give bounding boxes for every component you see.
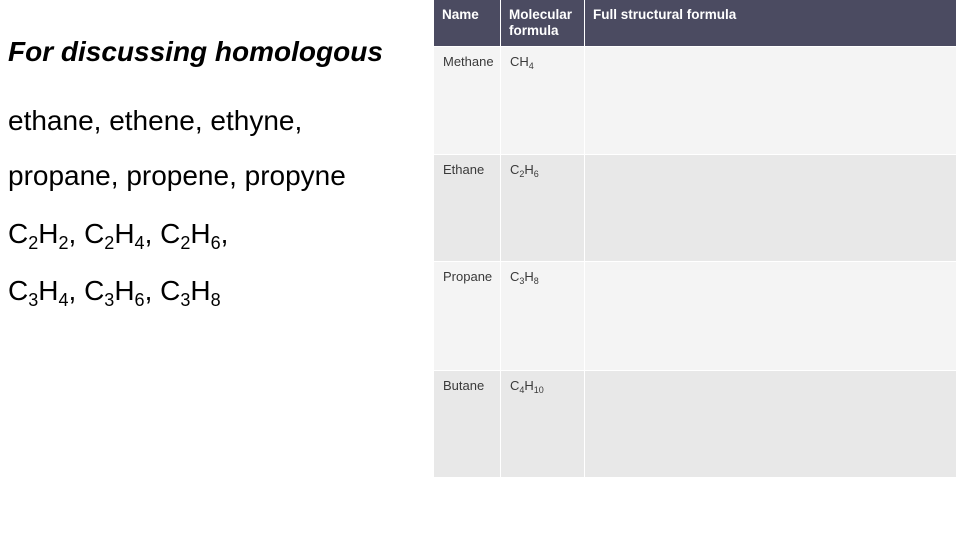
formula-element-c: C	[160, 218, 181, 249]
formula-separator: ,	[68, 275, 85, 306]
formula-element-h: H	[38, 275, 59, 306]
compound-name: Propane	[443, 269, 493, 284]
structural-formula-diagram	[585, 262, 956, 370]
formula-element-c: C	[8, 275, 29, 306]
mf-hydrogen-count: 6	[533, 169, 539, 179]
cell-structural-formula	[585, 47, 956, 154]
cell-molecular-formula	[501, 371, 584, 477]
header-molecular-formula	[501, 0, 584, 46]
formula-separator: ,	[144, 218, 161, 249]
structural-formula-diagram	[585, 155, 956, 261]
cell-structural-formula	[585, 155, 956, 261]
compound-name: Butane	[443, 378, 485, 393]
formula-subscript: 4	[58, 290, 69, 310]
mf-hydrogen: H	[524, 378, 534, 393]
formula-element-h: H	[38, 218, 59, 249]
cell-molecular-formula	[501, 47, 584, 154]
cell-name	[434, 47, 500, 154]
formula-element-c: C	[84, 218, 105, 249]
cell-name	[434, 262, 500, 370]
mf-carbon: C	[510, 162, 520, 177]
mf-carbon: C	[510, 269, 520, 284]
table-row	[434, 262, 956, 370]
structural-formula-diagram	[585, 371, 956, 477]
formula-element-c: C	[84, 275, 105, 306]
formula-subscript: 3	[104, 290, 115, 310]
formula-subscript: 2	[104, 233, 115, 253]
mf-carbon: C	[510, 54, 520, 69]
alkane-table	[434, 0, 956, 477]
compound-list-line-1: ethane, ethene, ethyne,	[8, 105, 303, 136]
cell-name	[434, 371, 500, 477]
formula-separator: ,	[68, 218, 85, 249]
table-row	[434, 155, 956, 261]
formula-subscript: 2	[58, 233, 69, 253]
header-name-label: Name	[442, 7, 479, 22]
compound-name: Methane	[443, 54, 494, 69]
formula-subscript: 2	[180, 233, 191, 253]
header-molecular-line2: formula	[509, 23, 559, 38]
formula-element-h: H	[114, 275, 135, 306]
mf-hydrogen: H	[524, 269, 534, 284]
formula-separator: ,	[144, 275, 161, 306]
table-row	[434, 371, 956, 477]
mf-hydrogen-count: 10	[533, 385, 544, 395]
cell-molecular-formula	[501, 155, 584, 261]
formula-separator: ,	[220, 218, 229, 249]
mf-carbon: C	[510, 378, 520, 393]
mf-carbon-count: 3	[519, 276, 525, 286]
table-row	[434, 47, 956, 154]
formula-subscript: 6	[210, 233, 221, 253]
formula-subscript: 6	[134, 290, 145, 310]
header-structural-formula	[585, 0, 956, 46]
compound-name: Ethane	[443, 162, 485, 177]
header-name	[434, 0, 500, 46]
cell-name	[434, 155, 500, 261]
formula-element-c: C	[160, 275, 181, 306]
formula-element-h: H	[190, 218, 211, 249]
mf-hydrogen: H	[524, 162, 534, 177]
formula-subscript: 3	[180, 290, 191, 310]
structural-formula-diagram	[585, 47, 956, 154]
compound-list-line-2: propane, propene, propyne	[8, 160, 346, 191]
header-molecular-line1: Molecular	[509, 7, 573, 22]
mf-carbon-count: 4	[519, 385, 525, 395]
formula-subscript: 4	[134, 233, 145, 253]
cell-molecular-formula	[501, 262, 584, 370]
mf-hydrogen-count: 8	[533, 276, 539, 286]
mf-hydrogen-count: 4	[528, 61, 534, 71]
formula-element-c: C	[8, 218, 29, 249]
formula-subscript: 2	[28, 233, 39, 253]
cell-structural-formula	[585, 371, 956, 477]
formula-element-h: H	[190, 275, 211, 306]
formula-list-line-1	[8, 218, 229, 253]
slide-heading: For discussing homologous	[8, 36, 383, 67]
cell-structural-formula	[585, 262, 956, 370]
formula-subscript: 3	[28, 290, 39, 310]
formula-element-h: H	[114, 218, 135, 249]
header-structural-label: Full structural formula	[593, 7, 737, 22]
mf-carbon-count: 2	[519, 169, 525, 179]
formula-list-line-2	[8, 275, 221, 310]
mf-hydrogen: H	[519, 54, 529, 69]
formula-subscript: 8	[210, 290, 221, 310]
